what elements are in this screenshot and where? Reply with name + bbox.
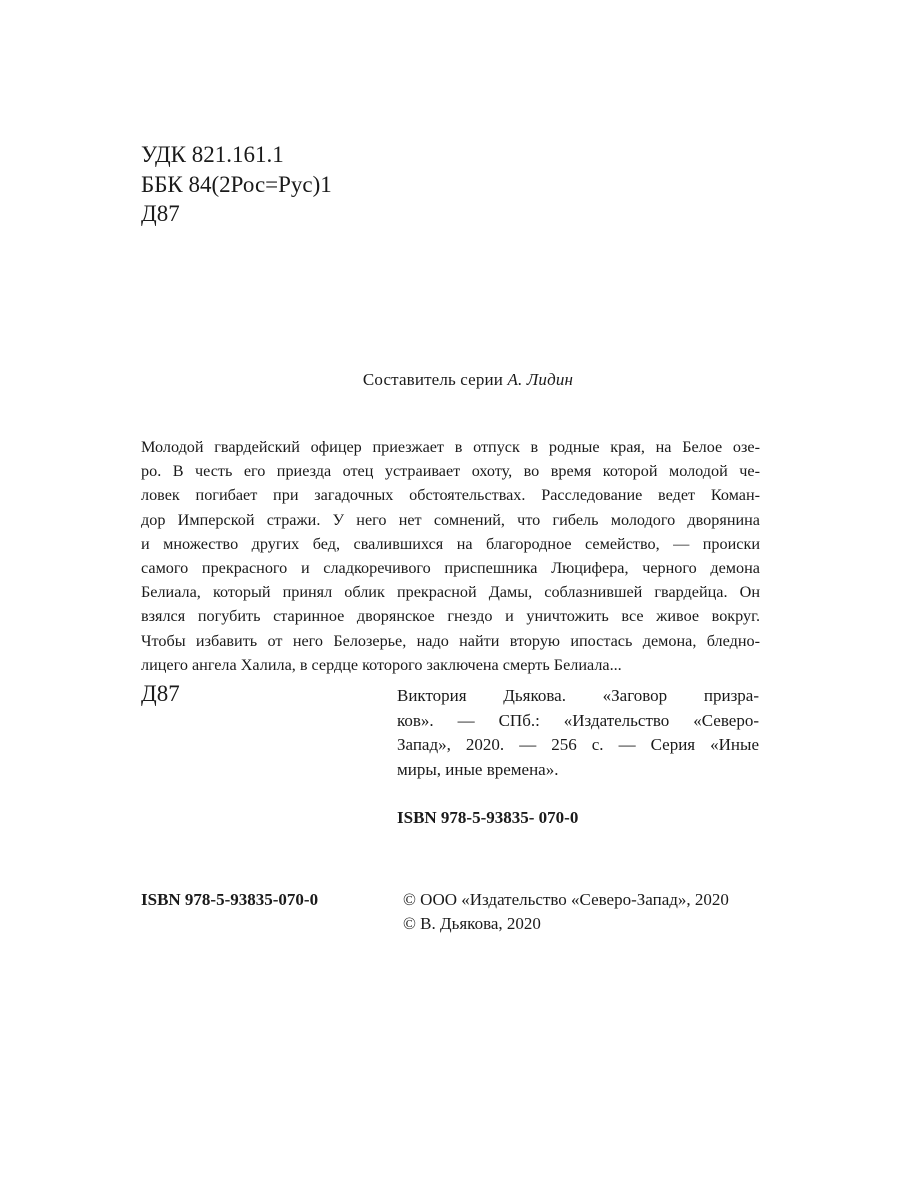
biblio-line: ков». — СПб.: «Издательство «Северо-: [397, 710, 759, 730]
annotation-line: лицего ангела Халила, в сердце которого заключена смерть Белиала...: [141, 655, 622, 674]
bbk-code: ББК 84(2Рос=Рус)1: [141, 171, 332, 197]
biblio-line: Запад», 2020. — 256 с. — Серия «Иные: [397, 735, 759, 754]
footer-isbn: ISBN 978-5-93835-070-0: [141, 890, 319, 909]
series-compiler: [0, 368, 900, 392]
annotation-line: Молодой гвардейский офицер приезжает в отпуск в родные края, на Белое озе-: [141, 438, 760, 456]
series-compiler-name: А. Лидин: [507, 370, 574, 389]
annotation-line: самого прекрасного и сладкоречивого приспешника Люцифера, черного демона: [141, 559, 760, 578]
biblio-line: миры, иные времена».: [397, 759, 559, 779]
udk-code: УДК 821.161.1: [141, 142, 284, 167]
annotation-line: Белиала, который принял облик прекрасной Дамы, соблазнившей гвардейца. Он: [141, 583, 760, 602]
series-compiler-label: Составитель серии: [362, 370, 504, 389]
annotation-line: ро. В честь его приезда отец устраивает охоту, во время которой молодой че-: [141, 462, 760, 481]
bibliographic-description: [397, 684, 759, 782]
copyright-block: [403, 888, 729, 936]
biblio-line: Виктория Дьякова. «Заговор призра-: [397, 686, 759, 705]
annotation-line: дор Имперской стражи. У него нет сомнений, что гибель молодого дворянина: [141, 510, 760, 529]
classification-block: [141, 140, 332, 229]
catalog-code: Д87: [141, 681, 180, 706]
annotation-line: и множество других бед, свалившихся на благородное семейство, — происки: [141, 534, 760, 553]
catalog-isbn: ISBN 978-5-93835- 070-0: [397, 808, 579, 827]
author-mark: Д87: [141, 201, 180, 226]
copyright-author: © В. Дьякова, 2020: [403, 914, 541, 933]
copyright-publisher: © ООО «Издательство «Северо-Запад», 2020: [403, 890, 729, 909]
annotation-line: Чтобы избавить от него Белозерье, надо найти вторую ипостась демона, бледно-: [141, 631, 760, 650]
annotation-line: ловек погибает при загадочных обстоятельствах. Расследование ведет Коман-: [141, 486, 760, 505]
annotation-line: взялся погубить старинное дворянское гнездо и уничтожить все живое вокруг.: [141, 607, 760, 626]
annotation-paragraph: [141, 435, 760, 677]
